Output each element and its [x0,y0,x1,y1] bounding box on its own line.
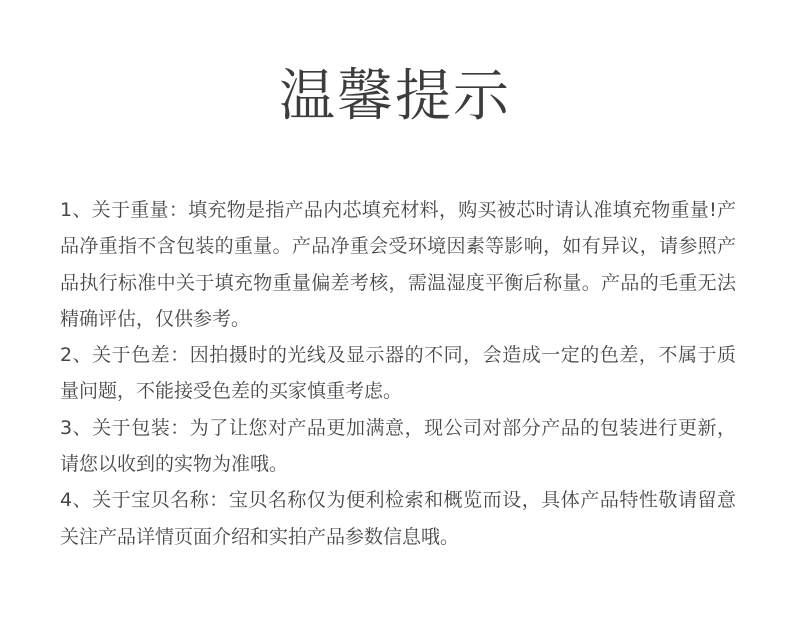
notice-item-packaging: 3、关于包装：为了让您对产品更加满意，现公司对部分产品的包装进行更新，请您以收到的实物为准哦。 [60,416,736,476]
page-title: 温馨提示 [279,64,511,129]
notice-list [60,192,736,555]
notice-item-product-name: 4、关于宝贝名称：宝贝名称仅为便利检索和概览而设，具体产品特性敬请留意关注产品详情页面介绍和实拍产品参数信息哦。 [60,489,736,548]
notice-item-weight: 1、关于重量：填充物是指产品内芯填充材料，购买被芯时请认准填充物重量!产品净重指不含包装的重量。产品净重会受环境因素等影响，如有异议，请参照产品执行标准中关于填充物重量偏差考核，需温湿度平衡后称量。产品的毛重无法精确评估，仅供参考。 [60,199,736,330]
notice-item-color-difference: 2、关于色差：因拍摄时的光线及显示器的不同，会造成一定的色差，不属于质量问题，不能接受色差的买家慎重考虑。 [60,344,736,403]
